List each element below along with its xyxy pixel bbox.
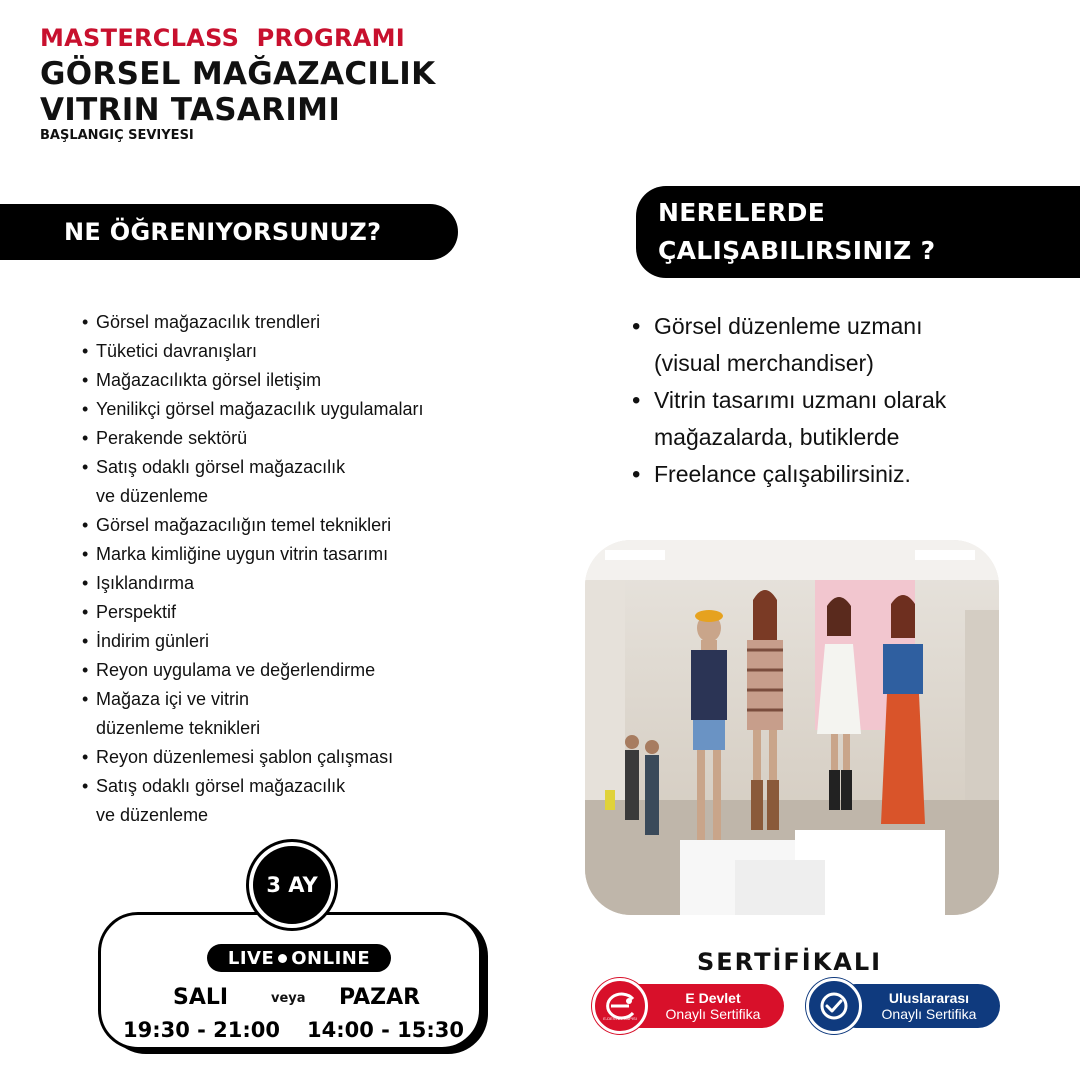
badge2-line1: Uluslararası [888,990,970,1006]
schedule-card [98,912,482,1050]
work-item: • Freelance çalışabilirsiniz. [632,456,946,493]
learn-item: • Reyon uygulama ve değerlendirme [82,656,424,685]
online-label: ONLINE [291,947,371,969]
work-heading-line2: ÇALIŞABILIRSINIZ ? [658,236,936,265]
program-level: BAŞLANGIÇ SEVIYESI [40,128,194,143]
store-mannequins-photo [585,540,999,915]
learn-item: • Satış odaklı görsel mağazacılık ve düzenleme [82,453,424,511]
learn-heading: NE ÖĞRENIYORSUNUZ? [0,204,458,260]
day-tuesday: SALI [173,985,229,1010]
certificate-title: SERTİFİKALI [697,948,883,976]
badge2-line2: Onaylı Sertifika [881,1006,977,1022]
dot-icon [278,954,287,963]
time-sunday: 14:00 - 15:30 [307,1018,465,1042]
work-list [632,308,946,493]
learn-item: • Perakende sektörü [82,424,424,453]
work-heading-line1: NERELERDE [658,198,826,227]
day-sunday: PAZAR [339,985,421,1010]
badge1-line2: Onaylı Sertifika [665,1006,761,1022]
learn-item: • Mağazacılıkta görsel iletişim [82,366,424,395]
learn-item: • Görsel mağazacılığın temel teknikleri [82,511,424,540]
learn-list [82,308,424,830]
badge1-line1: E Devlet [685,990,741,1006]
connector-text: veya [271,991,306,1006]
learn-item: • Mağaza içi ve vitrin düzenleme teknikleri [82,685,424,743]
learn-item: • Perspektif [82,598,424,627]
program-title-line2: VITRIN TASARIMI [40,92,341,128]
edevlet-logo-icon [592,978,648,1034]
learn-item: • Işıklandırma [82,569,424,598]
work-item: • Görsel düzenleme uzmanı (visual merchandiser) [632,308,946,382]
learn-item: • Marka kimliğine uygun vitrin tasarımı [82,540,424,569]
learn-item: • Tüketici davranışları [82,337,424,366]
live-online-pill [207,944,391,972]
learn-item: • Yenilikçi görsel mağazacılık uygulamaları [82,395,424,424]
learn-item: • İndirim günleri [82,627,424,656]
work-heading [636,186,1080,278]
learn-item: • Reyon düzenlemesi şablon çalışması [82,743,424,772]
learn-item: • Görsel mağazacılık trendleri [82,308,424,337]
duration-badge: 3 AY [249,842,335,928]
time-tuesday: 19:30 - 21:00 [123,1018,281,1042]
program-title [40,56,435,128]
program-title-line1: GÖRSEL MAĞAZACILIK [40,56,436,92]
work-item: • Vitrin tasarımı uzmanı olarak mağazalarda, butiklerde [632,382,946,456]
checkmark-icon [806,978,862,1034]
program-kicker: MASTERCLASS PROGRAMI [40,24,406,52]
edevlet-caption: E-DEVLET KAPISI [603,1016,637,1021]
learn-item: • Satış odaklı görsel mağazacılık ve düzenleme [82,772,424,830]
live-label: LIVE [227,947,275,969]
